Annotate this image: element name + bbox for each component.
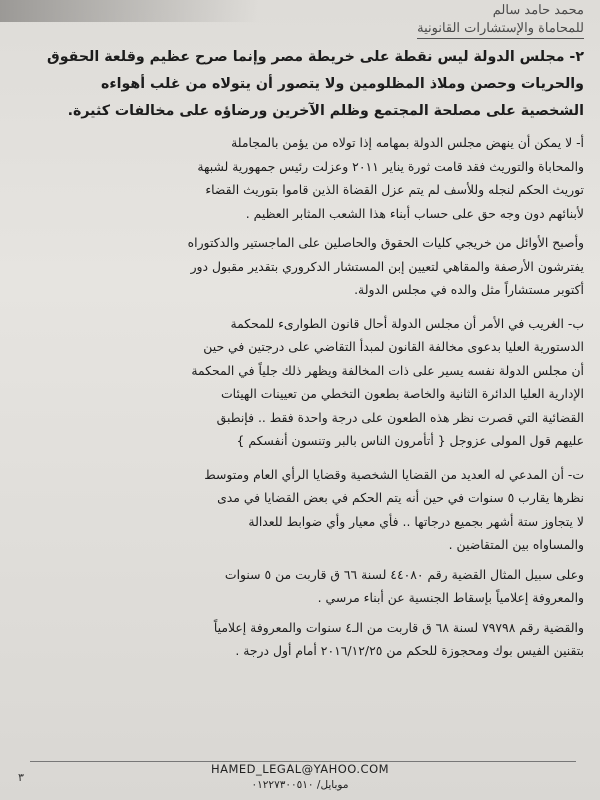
footer-email: HAMED_LEGAL@YAHOO.COM bbox=[210, 762, 390, 776]
letterhead-owner-name: محمد حامد سالم bbox=[492, 3, 584, 18]
paragraph-b bbox=[22, 312, 584, 453]
scan-shadow bbox=[0, 0, 260, 22]
paragraph-line: الدستورية العليا بدعوى مخالفة القانون لمبدأ التقاضي على درجتين في حين bbox=[203, 339, 584, 354]
paragraph-line: وأصبح الأوائل من خريجي كليات الحقوق والحاصلين على الماجستير والدكتوراه bbox=[187, 235, 584, 250]
paragraph-line: والقضية رقم ٧٩٧٩٨ لسنة ٦٨ ق قاربت من الـ٤ سنوات والمعروفة إعلامياً bbox=[213, 619, 584, 635]
paragraph-line: ت- أن المدعي له العديد من القضايا الشخصية وقضايا الرأي العام ومتوسط bbox=[204, 466, 584, 482]
paragraph-line: توريث الحكم لنجله وللأسف لم يتم عزل القضاة الذين قاموا بتوريث القضاء bbox=[205, 182, 584, 197]
paragraph-line: أ- لا يمكن أن ينهض مجلس الدولة بمهامه إذا تولاه من يؤمن بالمجاملة bbox=[231, 135, 584, 150]
page-number: ٣ bbox=[18, 771, 24, 784]
paragraph-line: عليهم قول المولى عزوجل { أتأمرون الناس بالبر وتنسون أنفسكم } bbox=[236, 433, 584, 448]
paragraph-line: نظرها يقارب ٥ سنوات في حين أنه يتم الحكم في بعض القضايا في مدى bbox=[217, 490, 584, 505]
paragraph-line: بتقنين الفيس بوك ومحجوزة للحكم من ٢٠١٦/١٢/٢٥ أمام أول درجة . bbox=[235, 643, 584, 658]
paragraph-line: لأبنائهم دون وجه حق على حساب أبناء هذا الشعب المثابر العظيم . bbox=[245, 205, 584, 221]
letterhead-firm-name: للمحاماة والإستشارات القانونية bbox=[417, 20, 584, 39]
letterhead bbox=[417, 2, 584, 39]
paragraph-line: الإدارية العليا الدائرة الثانية والخاصة بطعون التخطي من تعيينات الهيئات bbox=[221, 386, 584, 401]
paragraph-a bbox=[22, 131, 584, 225]
paragraph-c-example-2 bbox=[22, 616, 584, 663]
heading-line: الشخصية على مصلحة المجتمع وظلم الآخرين ورضاؤه على مخالفات كثيرة. bbox=[67, 103, 584, 119]
paragraph-line: القضائية التي قصرت نظر هذه الطعون على درجة واحدة فقط .. فإنطبق bbox=[216, 409, 584, 425]
paragraph-c-example-1 bbox=[22, 563, 584, 610]
footer-mobile: موبايل/ ٠١٢٢٧٣٠٠٥١٠ bbox=[251, 779, 349, 791]
paragraph-line: يفترشون الأرصفة والمقاهي لتعيين إبن المستشار الدكروري بتقدير مقبول دور bbox=[190, 258, 584, 274]
paragraph-line: لا يتجاوز ستة أشهر بجميع درجاتها .. فأي معيار وأي ضوابط للعدالة bbox=[248, 513, 584, 529]
heading-line: والحريات وحصن وملاذ المظلومين ولا يتصور أن يتولاه من غلب أهواءه bbox=[101, 76, 584, 92]
paragraph-line: ب- الغريب في الأمر أن مجلس الدولة أحال قانون الطوارىء للمحكمة bbox=[230, 315, 584, 331]
heading-line: ٢- مجلس الدولة ليس نقطة على خريطة مصر وإنما صرح عظيم وقلعة الحقوق bbox=[47, 49, 584, 65]
heading-block bbox=[22, 44, 584, 125]
paragraph-line: والمعروفة إعلامياً بإسقاط الجنسية عن أبناء مرسي . bbox=[317, 590, 584, 605]
paragraph-line: أكتوبر مستشاراً مثل والده في مجلس الدولة. bbox=[354, 282, 584, 297]
paragraph-line: وعلى سبيل المثال القضية رقم ٤٤٠٨٠ لسنة ٦٦ ق قاربت من ٥ سنوات bbox=[224, 566, 584, 582]
paragraph-c bbox=[22, 463, 584, 557]
paragraph-line: أن مجلس الدولة نفسه يسير على ذات المخالفة ويظهر ذلك جلياً في المحكمة bbox=[191, 362, 584, 378]
paragraph-line: والمساواه بين المتقاضين . bbox=[448, 537, 584, 552]
document-body bbox=[22, 44, 584, 663]
paragraph-a-continued bbox=[22, 231, 584, 302]
paragraph-line: والمحاباة والتوريث فقد قامت ثورة يناير ٢٠١١ وعزلت رئيس جمهورية لشبهة bbox=[197, 158, 584, 174]
